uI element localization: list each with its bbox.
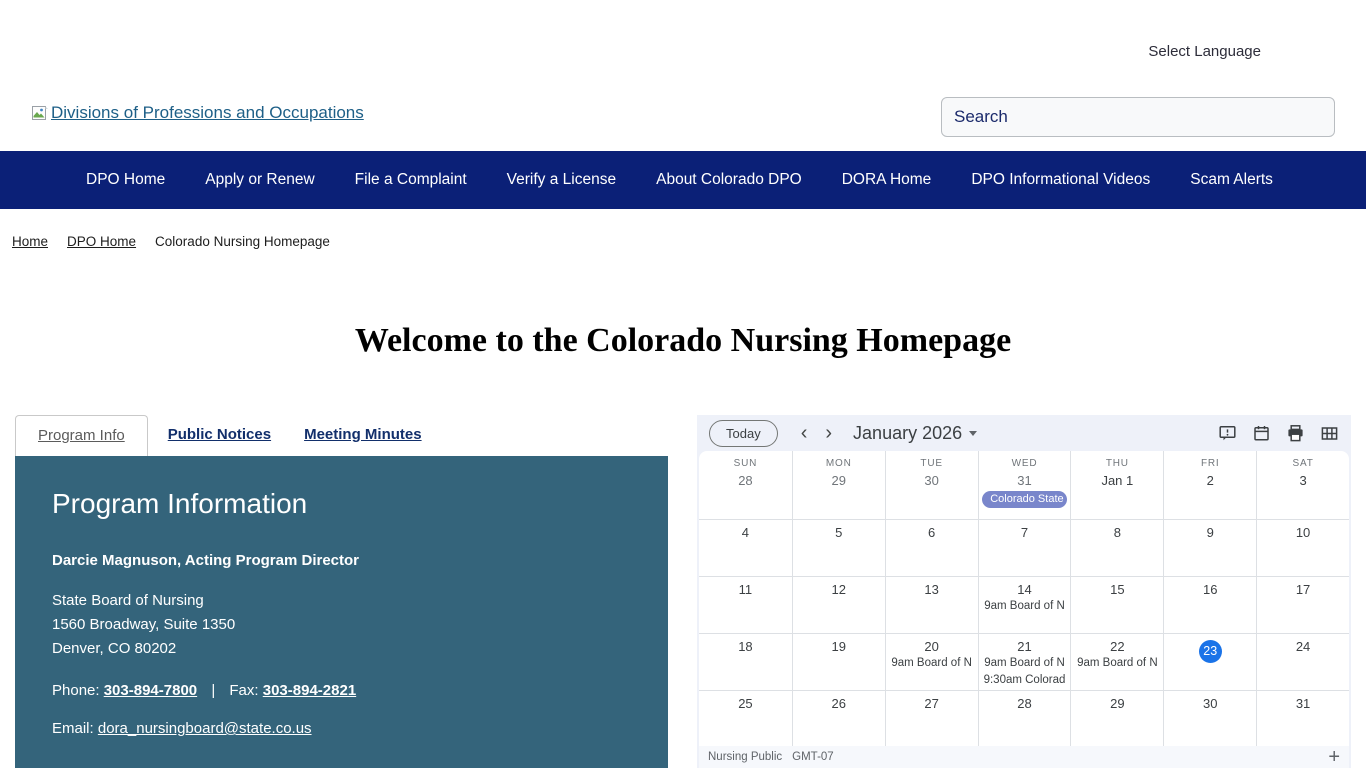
day-number: 5	[835, 525, 843, 540]
calendar-day-cell	[699, 519, 792, 576]
day-number: 16	[1202, 582, 1218, 597]
day-number: 21	[1017, 639, 1032, 654]
nav-item[interactable]: DPO Home	[86, 171, 166, 188]
fax-link[interactable]: 303-894-2821	[262, 682, 357, 699]
day-number: 10	[1295, 525, 1311, 540]
phone-fax-row	[52, 682, 631, 699]
calendar-event-pill[interactable]: Colorado State	[982, 491, 1067, 508]
day-number: 20	[924, 639, 939, 654]
email-link[interactable]: dora_nursingboard@state.co.us	[97, 720, 312, 737]
site-logo-text: Divisions of Professions and Occupations	[51, 103, 364, 122]
calendar-embed	[697, 415, 1351, 768]
grid-view-icon[interactable]	[1320, 424, 1339, 443]
calendar-day-cell	[1163, 519, 1256, 576]
day-number: 31	[1295, 696, 1311, 711]
today-highlight: 23	[1199, 640, 1222, 663]
email-label: Email:	[52, 720, 94, 737]
calendar-week-row	[699, 576, 1349, 633]
day-of-week-label: THU	[1105, 458, 1129, 469]
nav-item[interactable]: File a Complaint	[354, 171, 467, 188]
day-of-week-label: FRI	[1200, 458, 1220, 469]
day-number: 30	[924, 473, 939, 488]
calendar-day-cell	[699, 633, 792, 690]
nav-item[interactable]: Verify a License	[506, 171, 617, 188]
calendar-day-cell	[699, 576, 792, 633]
calendar-week-row	[699, 690, 1349, 747]
day-number: 28	[738, 473, 753, 488]
breadcrumb-link[interactable]: Home	[12, 234, 49, 249]
calendar-day-cell	[1163, 690, 1256, 747]
tab-program-info[interactable]: Program Info	[15, 415, 148, 456]
day-number: 30	[1202, 696, 1218, 711]
calendar-day-cell	[978, 519, 1071, 576]
calendar-footer	[699, 746, 1349, 768]
calendar-day-cell	[885, 690, 978, 747]
nav-item[interactable]: DORA Home	[841, 171, 932, 188]
calendar-day-cell	[1070, 519, 1163, 576]
broken-image-icon	[31, 105, 49, 121]
calendar-toolbar-icons	[1218, 424, 1339, 443]
calendar-today-button[interactable]: Today	[709, 420, 778, 447]
nav-item[interactable]: Scam Alerts	[1190, 171, 1273, 188]
address-line: 1560 Broadway, Suite 1350	[52, 616, 236, 633]
calendar-day-cell	[1256, 633, 1349, 690]
program-info-panel	[15, 456, 668, 768]
day-number: 13	[924, 582, 939, 597]
day-number: 29	[831, 473, 846, 488]
breadcrumb-current: Colorado Nursing Homepage	[155, 234, 330, 249]
tab-public-notices[interactable]: Public Notices	[167, 426, 272, 443]
calendar-week-row	[699, 451, 1349, 519]
day-number: 22	[1110, 639, 1125, 654]
calendar-event[interactable]: 9am Board of N	[891, 657, 972, 669]
program-address	[52, 589, 631, 661]
calendar-day-cell	[1256, 690, 1349, 747]
tab-meeting-minutes[interactable]: Meeting Minutes	[304, 426, 422, 443]
day-number	[1164, 638, 1256, 663]
day-number: 26	[831, 696, 846, 711]
day-number: 2	[1206, 473, 1214, 488]
day-number: 3	[1299, 473, 1307, 488]
calendar-month-title: January 2026	[853, 422, 963, 443]
calendar-day-cell	[1163, 451, 1256, 519]
page-title: Welcome to the Colorado Nursing Homepage	[354, 322, 1012, 359]
feedback-icon[interactable]	[1218, 424, 1237, 443]
phone-link[interactable]: 303-894-7800	[103, 682, 198, 699]
main-nav	[0, 151, 1366, 209]
calendar-event[interactable]: 9am Board of N	[1077, 657, 1158, 669]
day-number: 6	[928, 525, 936, 540]
day-of-week-label: SUN	[733, 458, 758, 469]
calendar-day-cell	[1070, 690, 1163, 747]
address-line: Denver, CO 80202	[52, 640, 177, 657]
calendar-next-icon[interactable]: ›	[825, 422, 833, 444]
calendar-icon[interactable]	[1252, 424, 1271, 443]
day-of-week-label: WED	[1011, 458, 1038, 469]
calendar-day-cell	[792, 633, 885, 690]
day-number: 28	[1017, 696, 1032, 711]
calendar-week-row	[699, 519, 1349, 576]
calendar-day-cell	[1256, 576, 1349, 633]
day-number: 27	[924, 696, 939, 711]
print-icon[interactable]	[1286, 424, 1305, 443]
calendar-day-cell	[885, 519, 978, 576]
fax-label: Fax:	[229, 682, 259, 699]
search-input[interactable]	[941, 97, 1335, 137]
day-number: 17	[1295, 582, 1311, 597]
calendar-day-cell	[978, 576, 1071, 633]
day-number: 14	[1017, 582, 1032, 597]
calendar-day-cell	[1070, 633, 1163, 690]
calendar-day-cell	[699, 690, 792, 747]
calendar-day-cell	[1256, 451, 1349, 519]
breadcrumb	[12, 234, 330, 249]
calendar-day-cell	[978, 451, 1071, 519]
address-line: State Board of Nursing	[52, 592, 204, 609]
calendar-grid	[699, 451, 1349, 768]
day-number: 15	[1110, 582, 1125, 597]
calendar-day-cell	[1256, 519, 1349, 576]
day-number: 18	[738, 639, 753, 654]
breadcrumb-link[interactable]: DPO Home	[67, 234, 137, 249]
day-number: 29	[1110, 696, 1125, 711]
select-language-widget[interactable]: Select Language	[1148, 43, 1261, 60]
calendar-day-cell	[1163, 576, 1256, 633]
nav-item[interactable]: About Colorado DPO	[656, 171, 802, 188]
day-number: 25	[738, 696, 753, 711]
day-number: 24	[1295, 639, 1311, 654]
calendar-toolbar	[697, 415, 1351, 451]
calendar-day-cell	[792, 690, 885, 747]
nav-item[interactable]: Apply or Renew	[205, 171, 315, 188]
calendar-day-cell	[885, 451, 978, 519]
calendar-day-cell	[978, 690, 1071, 747]
calendar-day-cell	[699, 451, 792, 519]
email-row	[52, 720, 631, 737]
site-logo-link[interactable]	[31, 103, 364, 123]
program-info-title: Program Information	[52, 488, 308, 519]
calendar-event[interactable]: 9am Board of N	[984, 657, 1065, 669]
calendar-day-cell	[792, 576, 885, 633]
day-number: 9	[1206, 525, 1214, 540]
day-number: 4	[741, 525, 750, 540]
nav-item[interactable]: DPO Informational Videos	[971, 171, 1151, 188]
calendar-week-row	[699, 633, 1349, 690]
calendar-day-cell	[1070, 451, 1163, 519]
calendar-day-cell	[978, 633, 1071, 690]
calendar-prev-icon[interactable]: ‹	[800, 422, 808, 444]
calendar-event[interactable]: 9:30am Colorad	[983, 674, 1066, 686]
calendar-day-cell	[1163, 633, 1256, 690]
day-number: 11	[738, 582, 753, 597]
calendar-day-cell	[885, 576, 978, 633]
calendar-timezone: GMT-07	[792, 751, 834, 763]
day-number: 19	[831, 639, 846, 654]
calendar-name: Nursing Public	[708, 751, 783, 763]
day-of-week-label: TUE	[920, 458, 943, 469]
phone-fax-separator: |	[211, 682, 216, 699]
add-calendar-icon[interactable]: +	[1328, 746, 1340, 768]
day-of-week-label: SAT	[1292, 458, 1314, 469]
day-of-week-label: MON	[825, 458, 852, 469]
calendar-day-cell	[885, 633, 978, 690]
calendar-day-cell	[792, 451, 885, 519]
calendar-day-cell	[1070, 576, 1163, 633]
chevron-down-icon	[969, 431, 977, 436]
calendar-event[interactable]: 9am Board of N	[984, 600, 1065, 612]
day-number: 31	[1017, 473, 1032, 488]
day-number: Jan 1	[1101, 473, 1134, 488]
calendar-month-dropdown[interactable]	[853, 423, 977, 444]
day-number: 8	[1113, 525, 1121, 540]
day-number: 7	[1020, 525, 1029, 540]
phone-label: Phone:	[52, 682, 100, 699]
calendar-day-cell	[792, 519, 885, 576]
program-director: Darcie Magnuson, Acting Program Director	[52, 552, 360, 569]
day-number: 12	[831, 582, 846, 597]
tab-bar	[15, 413, 435, 456]
